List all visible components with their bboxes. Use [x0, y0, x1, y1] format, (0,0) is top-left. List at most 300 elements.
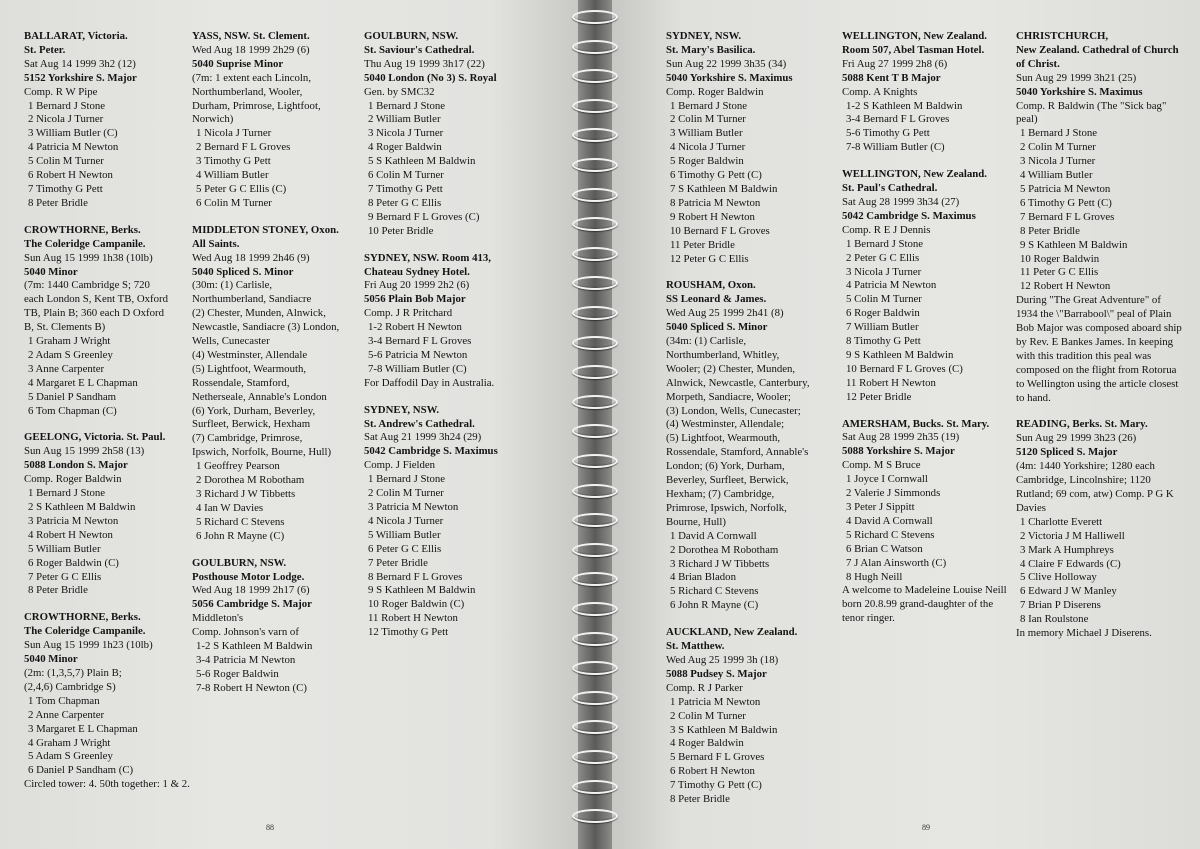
ringer-line: 3 Richard J W Tibbetts — [670, 557, 770, 570]
binding-ring — [572, 336, 618, 350]
peal-entry — [666, 626, 836, 807]
ringer-line: 7 Timothy G Pett — [28, 182, 103, 195]
peal-method-note: each London S, Kent TB, Oxford — [24, 293, 169, 306]
ringer-line: 2 Colin M Turner — [368, 487, 444, 500]
peal-entry — [24, 224, 194, 419]
ringer-line: 4 Patricia M Newton — [846, 279, 937, 292]
peal-method: 5088 Yorkshire S. Major — [842, 445, 955, 458]
ringer-line: 10 Roger Baldwin (C) — [368, 598, 465, 611]
peal-composer: Gen. by SMC32 — [364, 85, 435, 98]
ringer-line: 2 Peter G C Ellis — [846, 251, 920, 264]
peal-composer: Comp. M S Bruce — [842, 459, 921, 472]
peal-date: Sun Aug 15 1999 1h38 (10lb) — [24, 251, 153, 264]
peal-method-note: Northumberland, Wooler, — [192, 85, 303, 98]
peal-place: WELLINGTON, New Zealand. — [842, 168, 987, 181]
binding-ring — [572, 247, 618, 261]
ringer-line: 4 Graham J Wright — [28, 736, 111, 749]
peal-method: 5120 Spliced S. Major — [1016, 446, 1118, 459]
ringer-line: 11 Peter Bridle — [670, 238, 735, 251]
binding-ring — [572, 158, 618, 172]
ringer-line: 2 William Butler — [368, 113, 441, 126]
peal-place: SYDNEY, NSW. — [364, 403, 440, 416]
peal-method-note: Bourne, Hull) — [666, 515, 726, 528]
binding-ring — [572, 780, 618, 794]
ringer-line: 1 Tom Chapman — [28, 694, 100, 707]
peal-method-note: (7) Cambridge, Primrose, — [192, 432, 303, 445]
ringer-line: 5 Colin M Turner — [28, 155, 104, 168]
ringer-line: 1 Bernard J Stone — [1020, 127, 1098, 140]
peal-church: Chateau Sydney Hotel. — [364, 265, 470, 278]
ringer-line: 3 Patricia M Newton — [368, 501, 459, 513]
peal-entry — [364, 30, 534, 239]
ringer-line: 7 Timothy G Pett (C) — [670, 779, 762, 792]
ringer-line: 6 Timothy G Pett (C) — [670, 169, 762, 182]
peal-entry — [24, 611, 194, 792]
binding-ring — [572, 40, 618, 54]
peal-method-note: Rossendale, Stamford, Annable's — [666, 446, 809, 459]
binding-ring — [572, 484, 618, 498]
peal-church: All Saints. — [192, 237, 240, 250]
ringer-line: 8 Patricia M Newton — [670, 196, 761, 209]
peal-method: 5056 Cambridge S. Major — [192, 598, 312, 611]
ringer-line: 3 Richard J W Tibbetts — [196, 488, 296, 500]
ringer-line: 6 Colin M Turner — [368, 169, 444, 182]
ringer-line: 8 Bernard F L Groves — [368, 570, 463, 583]
ringer-line: 11 Robert H Newton — [368, 612, 458, 625]
binding-ring — [572, 543, 618, 557]
peal-entry — [842, 168, 1012, 404]
ringer-line: 1 Bernard J Stone — [846, 237, 924, 250]
ringer-line: 2 Colin M Turner — [1020, 141, 1096, 154]
ringer-line: 12 Peter Bridle — [846, 390, 912, 403]
ringer-line: 1 Bernard J Stone — [28, 99, 106, 112]
ringer-line: 5 Daniel P Sandham — [28, 390, 117, 403]
peal-place: BALLARAT, Victoria. — [24, 30, 128, 42]
ringer-line: 1 Geoffrey Pearson — [196, 460, 280, 473]
ringer-line: 1 Bernard J Stone — [28, 487, 106, 500]
peal-entry — [364, 252, 534, 391]
peal-method-note: (2,4,6) Cambridge S) — [24, 680, 116, 693]
peal-place: GEELONG, Victoria. St. Paul. — [24, 431, 166, 444]
peal-date: Sun Aug 22 1999 3h35 (34) — [666, 57, 787, 70]
peal-method-note: B, St. Clements B) — [24, 321, 106, 334]
peal-method-note: Morpeth, Sandiacre, Wooler; — [666, 390, 791, 403]
peal-entry — [842, 418, 1012, 627]
ringer-line: 3 William Butler (C) — [28, 127, 118, 140]
peal-method: 5152 Yorkshire S. Major — [24, 71, 137, 84]
ringer-line: 8 Ian Roulstone — [1020, 613, 1089, 626]
peal-church: St. Saviour's Cathedral. — [364, 43, 475, 56]
column-5 — [842, 30, 1012, 639]
ringer-line: 4 Robert H Newton — [28, 528, 113, 541]
ringer-line: 5 Richard C Stevens — [670, 585, 759, 598]
peal-entry — [192, 30, 362, 211]
peal-method-note: (2) Chester, Munden, Alnwick, — [192, 307, 326, 320]
ringer-line: 5 Adam S Greenley — [28, 750, 113, 763]
ringer-line: 6 Daniel P Sandham (C) — [28, 764, 134, 777]
ringer-line: 9 S Kathleen M Baldwin — [368, 584, 476, 597]
binding-ring — [572, 395, 618, 409]
ringer-line: 2 Colin M Turner — [670, 709, 746, 722]
peal-place: READING, Berks. St. Mary. — [1016, 418, 1148, 431]
peal-method-note: (5) Lightfoot, Wearmouth, — [666, 432, 781, 445]
peal-composer: Comp. R W Pipe — [24, 85, 98, 98]
ringer-line: 5-6 Patricia M Newton — [368, 348, 468, 361]
peal-place: SYDNEY, NSW. Room 413, — [364, 251, 491, 264]
peal-composer: Comp. R E J Dennis — [842, 223, 931, 236]
ringer-line: 1 Nicola J Turner — [196, 127, 272, 140]
peal-church: The Coleridge Campanile. — [24, 625, 146, 638]
page-number-left: 88 — [266, 823, 274, 832]
ringer-line: 1-2 S Kathleen M Baldwin — [846, 99, 963, 112]
ringer-line: 1 Charlotte Everett — [1020, 515, 1103, 528]
ringer-line: 7 J Alan Ainsworth (C) — [846, 556, 947, 569]
ringer-line: 2 Bernard F L Groves — [196, 141, 291, 154]
peal-date: Wed Aug 25 1999 3h (18) — [666, 653, 779, 666]
peal-church: St. Andrew's Cathedral. — [364, 417, 475, 430]
ringer-line: 12 Timothy G Pett — [368, 626, 449, 639]
peal-method-note: Primrose, Ipswich, Norfolk, — [666, 501, 787, 514]
peal-footnote: Circled tower: 4. 50th together: 1 & 2. — [24, 778, 190, 791]
ringer-line: 6 Roger Baldwin (C) — [28, 556, 119, 569]
peal-footnote: In memory Michael J Diserens. — [1016, 627, 1152, 640]
peal-method-note: (34m: (1) Carlisle, — [666, 335, 747, 348]
ringer-line: 8 Peter G C Ellis — [368, 196, 442, 209]
ringer-line: 3 William Butler — [670, 127, 743, 140]
peal-date: Wed Aug 18 1999 2h46 (9) — [192, 251, 310, 264]
peal-method-note: Middleton's — [192, 612, 244, 625]
ringer-line: 10 Bernard F L Groves (C) — [846, 362, 963, 375]
ringer-line: 6 Robert H Newton — [670, 765, 755, 778]
ringer-line: 9 S Kathleen M Baldwin — [846, 348, 954, 361]
column-4 — [666, 30, 836, 820]
peal-place: MIDDLETON STONEY, Oxon. — [192, 223, 339, 236]
ringer-line: 6 Tom Chapman (C) — [28, 404, 117, 417]
ringer-line: 1 Graham J Wright — [28, 335, 111, 348]
ringer-line: 6 John R Mayne (C) — [196, 529, 285, 542]
peal-composer: Comp. R J Parker — [666, 681, 743, 694]
ringer-line: 2 Victoria J M Halliwell — [1020, 529, 1125, 542]
peal-composer: Comp. Roger Baldwin — [666, 85, 764, 98]
ringer-line: 2 Adam S Greenley — [28, 348, 113, 361]
binding-ring — [572, 188, 618, 202]
column-6 — [1016, 30, 1184, 654]
peal-date: Sat Aug 28 1999 2h35 (19) — [842, 431, 960, 444]
ringer-line: 10 Peter Bridle — [368, 224, 434, 237]
peal-entry — [666, 30, 836, 266]
ringer-line: 3-4 Patricia M Newton — [196, 653, 296, 666]
peal-composer: Comp. Roger Baldwin — [24, 473, 122, 486]
peal-method-note: (5) Lightfoot, Wearmouth, — [192, 362, 307, 375]
ringer-line: 1-2 S Kathleen M Baldwin — [196, 640, 313, 653]
ringer-line: 3 Patricia M Newton — [28, 514, 119, 527]
peal-composer: Comp. R Baldwin (The "Sick bag" peal) — [1016, 99, 1167, 126]
binding-ring — [572, 750, 618, 764]
ringer-line: 6 Brian C Watson — [846, 542, 923, 555]
ringer-line: 2 Dorothea M Robotham — [196, 474, 305, 487]
ringer-line: 7 Peter G C Ellis — [28, 570, 102, 583]
ringer-line: 6 Colin M Turner — [196, 196, 272, 209]
peal-footnote: A welcome to Madeleine Louise Neill born 20.8.99 grand-daughter of the tenor ringer. — [842, 584, 1007, 625]
ringer-line: 6 Edward J W Manley — [1020, 585, 1117, 598]
ringer-line: 9 S Kathleen M Baldwin — [1020, 238, 1128, 251]
ringer-line: 3 Nicola J Turner — [846, 265, 922, 278]
peal-entry — [364, 404, 534, 640]
ringer-line: 7-8 Robert H Newton (C) — [196, 681, 307, 694]
peal-footnote: During "The Great Adventure" of 1934 the \"Barrabool\" peal of Plain Bob Major was composed aboard ship by Rev. E Bankes James. In keeping with this tradition this peal was composed on the flight from Rotorua to Wellington using the article closest to hand. — [1016, 294, 1182, 404]
peal-place: ROUSHAM, Oxon. — [666, 279, 756, 292]
peal-place: GOULBURN, NSW. — [192, 556, 287, 569]
ringer-line: 5 Clive Holloway — [1020, 571, 1097, 584]
binding-ring — [572, 691, 618, 705]
ringer-line: 5-6 Timothy G Pett — [846, 127, 930, 140]
peal-method: 5040 London (No 3) S. Royal — [364, 71, 497, 84]
ringer-line: 3-4 Bernard F L Groves — [846, 113, 950, 126]
ringer-line: 8 Peter Bridle — [1020, 224, 1080, 237]
peal-method: 5088 Pudsey S. Major — [666, 667, 767, 680]
peal-date: Wed Aug 18 1999 2h17 (6) — [192, 584, 310, 597]
ringer-line: 4 Patricia M Newton — [28, 141, 119, 154]
ringer-line: 4 Ian W Davies — [196, 501, 264, 514]
peal-date: Wed Aug 18 1999 2h29 (6) — [192, 43, 310, 56]
peal-date: Fri Aug 20 1999 2h2 (6) — [364, 279, 470, 292]
ringer-line: 9 Robert H Newton — [670, 210, 755, 223]
peal-method: 5040 Yorkshire S. Maximus — [1016, 85, 1143, 98]
ringer-line: 5 S Kathleen M Baldwin — [368, 155, 476, 168]
peal-method: 5040 Minor — [24, 265, 78, 278]
peal-church: SS Leonard & James. — [666, 293, 767, 306]
peal-method-note: (30m: (1) Carlisle, — [192, 279, 273, 292]
peal-composer: Comp. A Knights — [842, 85, 918, 98]
peal-entry — [1016, 30, 1184, 405]
peal-date: Sat Aug 21 1999 3h24 (29) — [364, 431, 482, 444]
ringer-line: 5 Roger Baldwin — [670, 155, 744, 168]
peal-method-note: Norwich) — [192, 113, 234, 126]
ringer-line: 3 Nicola J Turner — [1020, 155, 1096, 168]
ringer-line: 4 Roger Baldwin — [368, 141, 442, 154]
peal-method-note: (7m: 1 extent each Lincoln, — [192, 71, 312, 84]
ringer-line: 3 Anne Carpenter — [28, 362, 105, 375]
ringer-line: 7-8 William Butler (C) — [368, 362, 467, 375]
ringer-line: 10 Roger Baldwin — [1020, 252, 1100, 265]
ringer-line: 7-8 William Butler (C) — [846, 141, 945, 154]
peal-entry — [666, 279, 836, 613]
ringer-line: 1 David A Cornwall — [670, 529, 757, 542]
ringer-line: 3 Nicola J Turner — [368, 127, 444, 140]
peal-method-note: Hexham; (7) Cambridge, — [666, 488, 775, 500]
ringer-line: 3 Margaret E L Chapman — [28, 722, 138, 735]
peal-method: 5040 Minor — [24, 653, 78, 666]
ringer-line: 2 S Kathleen M Baldwin — [28, 501, 136, 513]
peal-method-note: Durham, Primrose, Lightfoot, — [192, 99, 321, 112]
ringer-line: 5 Richard C Stevens — [196, 515, 285, 528]
ringer-line: 7 William Butler — [846, 321, 919, 334]
peal-date: Sun Aug 29 1999 3h21 (25) — [1016, 71, 1137, 84]
peal-date: Sat Aug 28 1999 3h34 (27) — [842, 195, 960, 208]
peal-place: CROWTHORNE, Berks. — [24, 223, 141, 236]
binding-ring — [572, 602, 618, 616]
page-number-right: 89 — [922, 823, 930, 832]
peal-method-note: (2m: (1,3,5,7) Plain B; — [24, 666, 122, 679]
peal-composer: Comp. J R Pritchard — [364, 307, 453, 320]
peal-date: Wed Aug 25 1999 2h41 (8) — [666, 307, 784, 320]
peal-method: 5056 Plain Bob Major — [364, 293, 466, 306]
peal-church: The Coleridge Campanile. — [24, 237, 146, 250]
ringer-line: 5 Richard C Stevens — [846, 528, 935, 541]
ringer-line: 6 Robert H Newton — [28, 169, 113, 182]
peal-method-note: Northumberland, Sandiacre — [192, 293, 312, 306]
ringer-line: 4 William Butler — [196, 169, 269, 182]
peal-church: St. Mary's Basilica. — [666, 43, 756, 56]
peal-method-note: Northumberland, Whitley, — [666, 348, 780, 361]
peal-entry — [842, 30, 1012, 155]
peal-church: St. Paul's Cathedral. — [842, 182, 938, 195]
peal-composer: Comp. Johnson's varn of — [192, 626, 299, 639]
peal-method: 5040 Spliced S. Minor — [192, 265, 294, 278]
peal-method: 5088 Kent T B Major — [842, 71, 941, 84]
peal-method: 5040 Suprise Minor — [192, 57, 284, 70]
ringer-line: 6 Peter G C Ellis — [368, 542, 442, 555]
ringer-line: 2 Anne Carpenter — [28, 708, 105, 721]
peal-entry — [24, 431, 194, 598]
peal-place: SYDNEY, NSW. — [666, 30, 742, 42]
ringer-line: 8 Peter Bridle — [28, 196, 88, 209]
ringer-line: 8 Timothy G Pett — [846, 335, 921, 348]
ringer-line: 5 William Butler — [368, 528, 441, 541]
peal-place: WELLINGTON, New Zealand. — [842, 30, 987, 42]
peal-church: St. Peter. — [24, 43, 66, 56]
peal-method: 5042 Cambridge S. Maximus — [364, 445, 498, 458]
ringer-line: 1 Bernard J Stone — [368, 473, 446, 486]
peal-method-note: Beverley, Surfleet, Berwick, — [666, 474, 789, 487]
peal-method: 5040 Yorkshire S. Maximus — [666, 71, 793, 84]
column-2 — [192, 30, 362, 709]
ringer-line: 2 Nicola J Turner — [28, 113, 104, 126]
ringer-line: 11 Peter G C Ellis — [1020, 266, 1099, 279]
ringer-line: 1-2 Robert H Newton — [368, 321, 462, 334]
ringer-line: 5 William Butler — [28, 542, 101, 555]
peal-entry — [192, 557, 362, 696]
ringer-line: 4 Brian Bladon — [670, 571, 736, 584]
ringer-line: 7 S Kathleen M Baldwin — [670, 182, 778, 195]
peal-method-note: Newcastle, Sandiacre (3) London, — [192, 321, 340, 334]
peal-method-note: Netherseale, Annable's London — [192, 390, 327, 403]
peal-date: Sun Aug 15 1999 2h58 (13) — [24, 445, 145, 458]
peal-place: AUCKLAND, New Zealand. — [666, 626, 798, 639]
peal-place: CHRISTCHURCH, — [1016, 30, 1109, 42]
ringer-line: 3 Timothy G Pett — [196, 155, 271, 168]
peal-method-note: TB, Plain B; 360 each D Oxford — [24, 307, 165, 320]
ringer-line: 8 Hugh Neill — [846, 570, 903, 583]
peal-composer: Comp. J Fielden — [364, 459, 436, 472]
ringer-line: 4 Claire F Edwards (C) — [1020, 557, 1121, 570]
peal-method-note: (4m: 1440 Yorkshire; 1280 each Cambridge, Lincolnshire; 1120 Rutland; 69 com, atw) Comp. P G K Davies — [1016, 460, 1174, 514]
ringer-line: 4 Roger Baldwin — [670, 737, 744, 750]
peal-method-note: (3) London, Wells, Cunecaster; — [666, 404, 801, 417]
ringer-line: 2 Valerie J Simmonds — [846, 487, 941, 500]
peal-place: CROWTHORNE, Berks. — [24, 611, 141, 624]
peal-method-note: (7m: 1440 Cambridge S; 720 — [24, 279, 150, 292]
peal-date: Sun Aug 29 1999 3h23 (26) — [1016, 432, 1137, 445]
binding-ring — [572, 10, 618, 24]
ringer-line: 5 Colin M Turner — [846, 293, 922, 306]
column-1 — [24, 30, 194, 805]
ringer-line: 1 Bernard J Stone — [670, 99, 748, 112]
ringer-line: 2 Colin M Turner — [670, 113, 746, 126]
peal-method: 5042 Cambridge S. Maximus — [842, 209, 976, 222]
ringer-line: 12 Robert H Newton — [1020, 280, 1111, 293]
peal-footnote: For Daffodil Day in Australia. — [364, 376, 495, 389]
peal-method-note: London; (6) York, Durham, — [666, 460, 785, 473]
peal-method-note: Wooler; (2) Chester, Munden, — [666, 362, 796, 375]
peal-date: Sun Aug 15 1999 1h23 (10lb) — [24, 639, 153, 652]
peal-date: Sat Aug 14 1999 3h2 (12) — [24, 57, 136, 70]
ringer-line: 2 Dorothea M Robotham — [670, 543, 779, 556]
peal-method: 5040 Spliced S. Minor — [666, 321, 768, 334]
ringer-line: 5 Bernard F L Groves — [670, 751, 765, 764]
ringer-line: 4 Margaret E L Chapman — [28, 376, 138, 389]
ringer-line: 5 Peter G C Ellis (C) — [196, 182, 287, 195]
peal-date: Fri Aug 27 1999 2h8 (6) — [842, 57, 948, 70]
ringer-line: 7 Bernard F L Groves — [1020, 210, 1115, 223]
peal-entry — [24, 30, 194, 211]
peal-church: Room 507, Abel Tasman Hotel. — [842, 43, 985, 56]
ringer-line: 1 Patricia M Newton — [670, 695, 761, 708]
binding-ring — [572, 306, 618, 320]
ringer-line: 5 Patricia M Newton — [1020, 182, 1111, 195]
ringer-line: 12 Peter G C Ellis — [670, 252, 749, 265]
binding-ring — [572, 632, 618, 646]
peal-entry — [1016, 418, 1184, 641]
ringer-line: 1 Joyce I Cornwall — [846, 473, 928, 486]
peal-method: 5088 London S. Major — [24, 459, 128, 472]
ringer-line: 11 Robert H Newton — [846, 376, 936, 389]
ringer-line: 3 Peter J Sippitt — [846, 501, 915, 513]
ringer-line: 6 John R Mayne (C) — [670, 599, 759, 612]
ringer-line: 7 Brian P Diserens — [1020, 599, 1101, 612]
peal-date: Thu Aug 19 1999 3h17 (22) — [364, 57, 485, 70]
ringer-line: 6 Roger Baldwin — [846, 307, 920, 320]
ringer-line: 8 Peter Bridle — [28, 584, 88, 597]
ringer-line: 4 David A Cornwall — [846, 514, 933, 527]
peal-method-note: (6) York, Durham, Beverley, — [192, 404, 316, 417]
ringer-line: 4 Nicola J Turner — [670, 141, 746, 154]
ringer-line: 3 Mark A Humphreys — [1020, 543, 1114, 556]
peal-church: New Zealand. Cathedral of Church of Christ. — [1016, 43, 1179, 70]
peal-entry — [192, 224, 362, 544]
binding-ring — [572, 99, 618, 113]
column-3 — [364, 30, 534, 653]
ringer-line: 9 Bernard F L Groves (C) — [368, 210, 480, 223]
ringer-line: 1 Bernard J Stone — [368, 99, 446, 112]
ringer-line: 6 Timothy G Pett (C) — [1020, 196, 1112, 209]
binding-ring — [572, 454, 618, 468]
peal-church: Posthouse Motor Lodge. — [192, 570, 305, 583]
ringer-line: 10 Bernard F L Groves — [670, 224, 770, 237]
ringer-line: 3 S Kathleen M Baldwin — [670, 723, 778, 736]
peal-method-note: Alnwick, Newcastle, Canterbury, — [666, 376, 810, 389]
peal-method-note: Rossendale, Stamford, — [192, 376, 290, 389]
peal-place: AMERSHAM, Bucks. St. Mary. — [842, 417, 990, 430]
peal-method-note: Ipswich, Norfolk, Bourne, Hull) — [192, 446, 332, 459]
ringer-line: 3-4 Bernard F L Groves — [368, 335, 472, 348]
peal-method-note: (4) Westminster, Allendale; — [666, 418, 785, 431]
peal-method-note: Surfleet, Berwick, Hexham — [192, 418, 311, 431]
peal-place: GOULBURN, NSW. — [364, 30, 459, 42]
ringer-line: 8 Peter Bridle — [670, 793, 730, 806]
ringer-line: 4 Nicola J Turner — [368, 514, 444, 527]
ringer-line: 5-6 Roger Baldwin — [196, 667, 279, 680]
